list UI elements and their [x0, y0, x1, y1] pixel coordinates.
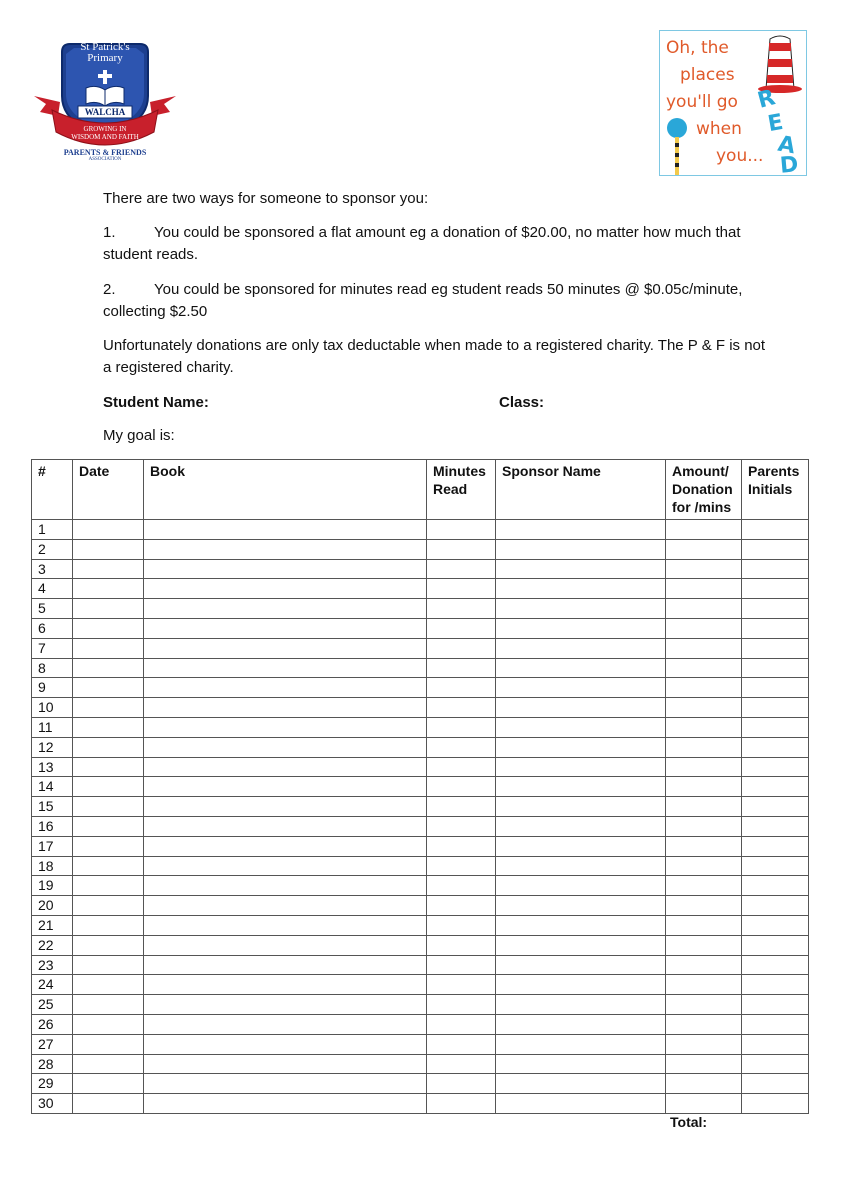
row-number: 12 [32, 737, 73, 757]
row-number: 1 [32, 520, 73, 540]
col-header-date: Date [73, 460, 144, 520]
school-logo [30, 36, 180, 166]
book-cell[interactable] [144, 599, 427, 619]
minutes-cell[interactable] [427, 559, 496, 579]
row-number: 25 [32, 995, 73, 1015]
minutes-cell[interactable] [427, 658, 496, 678]
row-number: 27 [32, 1034, 73, 1054]
tax-note-line2: a registered charity. [103, 359, 234, 376]
sponsor-cell[interactable] [496, 876, 666, 896]
table-header-row [32, 460, 809, 520]
sponsor-cell[interactable] [496, 1034, 666, 1054]
row-number: 22 [32, 935, 73, 955]
sponsor-cell[interactable] [496, 975, 666, 995]
table-row [32, 638, 809, 658]
sponsor-cell[interactable] [496, 698, 666, 718]
book-cell[interactable] [144, 816, 427, 836]
amount-cell[interactable] [666, 678, 742, 698]
row-number: 6 [32, 618, 73, 638]
book-cell[interactable] [144, 1074, 427, 1094]
book-cell[interactable] [144, 955, 427, 975]
sponsor-cell[interactable] [496, 579, 666, 599]
amount-cell[interactable] [666, 1094, 742, 1114]
minutes-cell[interactable] [427, 757, 496, 777]
minutes-cell[interactable] [427, 836, 496, 856]
date-cell[interactable] [73, 876, 144, 896]
table-row [32, 579, 809, 599]
initials-cell[interactable] [742, 836, 809, 856]
date-cell[interactable] [73, 797, 144, 817]
table-row [32, 777, 809, 797]
book-cell[interactable] [144, 1034, 427, 1054]
book-cell[interactable] [144, 579, 427, 599]
date-cell[interactable] [73, 1054, 144, 1074]
sponsor-cell[interactable] [496, 1014, 666, 1034]
initials-cell[interactable] [742, 995, 809, 1015]
table-row [32, 618, 809, 638]
col-header-amount: Amount/ Donation for /mins [666, 460, 742, 520]
read-poster-image [659, 30, 807, 179]
poster-line2: places [680, 65, 735, 85]
table-row [32, 539, 809, 559]
row-number: 10 [32, 698, 73, 718]
book-cell[interactable] [144, 777, 427, 797]
date-cell[interactable] [73, 539, 144, 559]
initials-cell[interactable] [742, 1014, 809, 1034]
row-number: 8 [32, 658, 73, 678]
minutes-cell[interactable] [427, 579, 496, 599]
initials-cell[interactable] [742, 559, 809, 579]
amount-cell[interactable] [666, 1074, 742, 1094]
date-cell[interactable] [73, 579, 144, 599]
minutes-cell[interactable] [427, 995, 496, 1015]
date-cell[interactable] [73, 559, 144, 579]
table-row [32, 1054, 809, 1074]
amount-cell[interactable] [666, 955, 742, 975]
minutes-cell[interactable] [427, 856, 496, 876]
sponsor-cell[interactable] [496, 816, 666, 836]
minutes-cell[interactable] [427, 777, 496, 797]
row-number: 5 [32, 599, 73, 619]
date-cell[interactable] [73, 717, 144, 737]
sponsor-cell[interactable] [496, 618, 666, 638]
amount-cell[interactable] [666, 915, 742, 935]
date-cell[interactable] [73, 915, 144, 935]
book-cell[interactable] [144, 539, 427, 559]
minutes-cell[interactable] [427, 638, 496, 658]
initials-cell[interactable] [742, 757, 809, 777]
initials-cell[interactable] [742, 816, 809, 836]
book-cell[interactable] [144, 915, 427, 935]
sponsor-cell[interactable] [496, 856, 666, 876]
row-number: 15 [32, 797, 73, 817]
initials-cell[interactable] [742, 698, 809, 718]
table-row [32, 995, 809, 1015]
col-header-number: # [32, 460, 73, 520]
amount-cell[interactable] [666, 559, 742, 579]
row-number: 23 [32, 955, 73, 975]
initials-cell[interactable] [742, 678, 809, 698]
amount-cell[interactable] [666, 777, 742, 797]
row-number: 4 [32, 579, 73, 599]
book-cell[interactable] [144, 797, 427, 817]
minutes-cell[interactable] [427, 539, 496, 559]
book-cell[interactable] [144, 559, 427, 579]
minutes-cell[interactable] [427, 737, 496, 757]
book-cell[interactable] [144, 896, 427, 916]
minutes-cell[interactable] [427, 896, 496, 916]
minutes-cell[interactable] [427, 816, 496, 836]
row-number: 30 [32, 1094, 73, 1114]
row-number: 3 [32, 559, 73, 579]
amount-cell[interactable] [666, 816, 742, 836]
amount-cell[interactable] [666, 1034, 742, 1054]
class-label: Class: [499, 394, 545, 411]
col-header-sponsor-name: Sponsor Name [496, 460, 666, 520]
date-cell[interactable] [73, 1074, 144, 1094]
minutes-cell[interactable] [427, 1034, 496, 1054]
initials-cell[interactable] [742, 876, 809, 896]
amount-cell[interactable] [666, 539, 742, 559]
amount-cell[interactable] [666, 876, 742, 896]
logo-org-sub: ASSOCIATION [88, 157, 122, 162]
poster-read-r: R [755, 85, 778, 114]
date-cell[interactable] [73, 678, 144, 698]
date-cell[interactable] [73, 698, 144, 718]
table-row [32, 896, 809, 916]
book-cell[interactable] [144, 717, 427, 737]
initials-cell[interactable] [742, 599, 809, 619]
minutes-cell[interactable] [427, 678, 496, 698]
initials-cell[interactable] [742, 1074, 809, 1094]
col-header-parents-initials: Parents Initials [742, 460, 809, 520]
initials-cell[interactable] [742, 915, 809, 935]
row-number: 11 [32, 717, 73, 737]
minutes-cell[interactable] [427, 1094, 496, 1114]
goal-label: My goal is: [103, 427, 175, 444]
table-row [32, 876, 809, 896]
initials-cell[interactable] [742, 1034, 809, 1054]
book-cell[interactable] [144, 1054, 427, 1074]
amount-cell[interactable] [666, 856, 742, 876]
row-number: 21 [32, 915, 73, 935]
table-row [32, 836, 809, 856]
tax-note-line1: Unfortunately donations are only tax deductable when made to a registered charity. The P & F is not [103, 337, 766, 354]
book-cell[interactable] [144, 757, 427, 777]
col-header-book: Book [144, 460, 427, 520]
poster-line3: you'll go [666, 92, 738, 112]
option-2 [103, 279, 808, 323]
initials-cell[interactable] [742, 520, 809, 540]
total-label: Total: [670, 1114, 708, 1130]
sponsor-cell[interactable] [496, 797, 666, 817]
minutes-cell[interactable] [427, 698, 496, 718]
minutes-cell[interactable] [427, 599, 496, 619]
poster-line5: you... [716, 146, 764, 166]
poster-line4: when [696, 119, 742, 139]
logo-school-line2: Primary [87, 52, 123, 64]
table-row [32, 816, 809, 836]
truffula-tree-icon [664, 117, 690, 175]
book-cell[interactable] [144, 856, 427, 876]
minutes-cell[interactable] [427, 1054, 496, 1074]
minutes-cell[interactable] [427, 717, 496, 737]
table-row [32, 915, 809, 935]
sponsor-cell[interactable] [496, 1094, 666, 1114]
poster-read-a: A [775, 131, 798, 160]
initials-cell[interactable] [742, 856, 809, 876]
amount-cell[interactable] [666, 757, 742, 777]
option-2-text-cont: collecting $2.50 [103, 303, 208, 320]
option-1 [103, 222, 808, 266]
sponsor-cell[interactable] [496, 737, 666, 757]
date-cell[interactable] [73, 1034, 144, 1054]
sponsor-cell[interactable] [496, 678, 666, 698]
date-cell[interactable] [73, 995, 144, 1015]
initials-cell[interactable] [742, 797, 809, 817]
row-number: 26 [32, 1014, 73, 1034]
sponsor-cell[interactable] [496, 520, 666, 540]
table-row [32, 737, 809, 757]
book-cell[interactable] [144, 698, 427, 718]
initials-cell[interactable] [742, 777, 809, 797]
table-row [32, 678, 809, 698]
initials-cell[interactable] [742, 717, 809, 737]
book-cell[interactable] [144, 658, 427, 678]
initials-cell[interactable] [742, 539, 809, 559]
sponsor-cell[interactable] [496, 717, 666, 737]
amount-cell[interactable] [666, 836, 742, 856]
initials-cell[interactable] [742, 935, 809, 955]
table-row [32, 658, 809, 678]
minutes-cell[interactable] [427, 797, 496, 817]
book-cell[interactable] [144, 836, 427, 856]
table-row [32, 1094, 809, 1114]
sponsor-cell[interactable] [496, 777, 666, 797]
sponsor-cell[interactable] [496, 1074, 666, 1094]
date-cell[interactable] [73, 658, 144, 678]
option-2-number: 2. [103, 281, 116, 298]
amount-cell[interactable] [666, 896, 742, 916]
logo-school-line1: St Patrick's [80, 41, 130, 53]
sponsor-cell[interactable] [496, 935, 666, 955]
amount-cell[interactable] [666, 935, 742, 955]
table-row [32, 1034, 809, 1054]
option-1-text: You could be sponsored a flat amount eg a donation of $20.00, no matter how much that [154, 224, 741, 241]
book-cell[interactable] [144, 618, 427, 638]
row-number: 20 [32, 896, 73, 916]
intro-text: There are two ways for someone to sponsor you: [103, 190, 429, 207]
date-cell[interactable] [73, 520, 144, 540]
amount-cell[interactable] [666, 658, 742, 678]
cat-hat-icon [756, 33, 804, 93]
amount-cell[interactable] [666, 638, 742, 658]
initials-cell[interactable] [742, 1094, 809, 1114]
option-1-text-cont: student reads. [103, 246, 199, 263]
row-number: 28 [32, 1054, 73, 1074]
col-header-minutes-read: Minutes Read [427, 460, 496, 520]
amount-cell[interactable] [666, 618, 742, 638]
amount-cell[interactable] [666, 737, 742, 757]
table-row [32, 1074, 809, 1094]
amount-cell[interactable] [666, 1054, 742, 1074]
sponsor-cell[interactable] [496, 995, 666, 1015]
date-cell[interactable] [73, 1014, 144, 1034]
book-cell[interactable] [144, 520, 427, 540]
minutes-cell[interactable] [427, 1074, 496, 1094]
book-cell[interactable] [144, 876, 427, 896]
sponsor-cell[interactable] [496, 896, 666, 916]
initials-cell[interactable] [742, 579, 809, 599]
initials-cell[interactable] [742, 737, 809, 757]
row-number: 29 [32, 1074, 73, 1094]
amount-cell[interactable] [666, 1014, 742, 1034]
date-cell[interactable] [73, 618, 144, 638]
row-number: 24 [32, 975, 73, 995]
minutes-cell[interactable] [427, 915, 496, 935]
logo-motto-line1: GROWING IN [83, 125, 127, 133]
poster-read-d: D [778, 152, 800, 179]
amount-cell[interactable] [666, 599, 742, 619]
minutes-cell[interactable] [427, 975, 496, 995]
book-cell[interactable] [144, 737, 427, 757]
initials-cell[interactable] [742, 658, 809, 678]
sponsor-cell[interactable] [496, 836, 666, 856]
logo-org: PARENTS & FRIENDS [63, 148, 147, 157]
initials-cell[interactable] [742, 975, 809, 995]
initials-cell[interactable] [742, 638, 809, 658]
amount-cell[interactable] [666, 797, 742, 817]
logo-town: WALCHA [84, 107, 126, 117]
sponsor-cell[interactable] [496, 638, 666, 658]
book-cell[interactable] [144, 1094, 427, 1114]
tax-note [103, 335, 808, 379]
row-number: 14 [32, 777, 73, 797]
poster-line1: Oh, the [666, 38, 729, 58]
minutes-cell[interactable] [427, 876, 496, 896]
row-number: 9 [32, 678, 73, 698]
table-row [32, 975, 809, 995]
date-cell[interactable] [73, 737, 144, 757]
sponsor-cell[interactable] [496, 599, 666, 619]
table-row [32, 955, 809, 975]
date-cell[interactable] [73, 955, 144, 975]
date-cell[interactable] [73, 836, 144, 856]
initials-cell[interactable] [742, 1054, 809, 1074]
initials-cell[interactable] [742, 618, 809, 638]
table-row [32, 599, 809, 619]
sponsor-cell[interactable] [496, 757, 666, 777]
row-number: 2 [32, 539, 73, 559]
amount-cell[interactable] [666, 995, 742, 1015]
date-cell[interactable] [73, 757, 144, 777]
poster-read-e: E [765, 109, 786, 138]
minutes-cell[interactable] [427, 955, 496, 975]
minutes-cell[interactable] [427, 520, 496, 540]
option-2-text: You could be sponsored for minutes read eg student reads 50 minutes @ $0.05c/minute, [154, 281, 743, 298]
minutes-cell[interactable] [427, 1014, 496, 1034]
table-row [32, 856, 809, 876]
initials-cell[interactable] [742, 896, 809, 916]
date-cell[interactable] [73, 599, 144, 619]
book-cell[interactable] [144, 995, 427, 1015]
option-1-number: 1. [103, 224, 116, 241]
date-cell[interactable] [73, 975, 144, 995]
row-number: 7 [32, 638, 73, 658]
book-cell[interactable] [144, 975, 427, 995]
sponsor-cell[interactable] [496, 559, 666, 579]
row-number: 18 [32, 856, 73, 876]
logo-motto-line2: WISDOM AND FAITH [71, 133, 139, 141]
table-row [32, 717, 809, 737]
table-row [32, 935, 809, 955]
date-cell[interactable] [73, 638, 144, 658]
minutes-cell[interactable] [427, 935, 496, 955]
reading-log-table [31, 459, 809, 1114]
date-cell[interactable] [73, 1094, 144, 1114]
sponsor-cell[interactable] [496, 658, 666, 678]
amount-cell[interactable] [666, 717, 742, 737]
table-row [32, 559, 809, 579]
table-row [32, 797, 809, 817]
book-cell[interactable] [144, 638, 427, 658]
book-cell[interactable] [144, 935, 427, 955]
row-number: 19 [32, 876, 73, 896]
student-name-label: Student Name: [103, 394, 209, 411]
minutes-cell[interactable] [427, 618, 496, 638]
amount-cell[interactable] [666, 975, 742, 995]
book-cell[interactable] [144, 678, 427, 698]
table-row [32, 757, 809, 777]
amount-cell[interactable] [666, 698, 742, 718]
date-cell[interactable] [73, 816, 144, 836]
table-row [32, 698, 809, 718]
table-row [32, 520, 809, 540]
date-cell[interactable] [73, 935, 144, 955]
date-cell[interactable] [73, 777, 144, 797]
book-cell[interactable] [144, 1014, 427, 1034]
date-cell[interactable] [73, 856, 144, 876]
amount-cell[interactable] [666, 520, 742, 540]
table-row [32, 1014, 809, 1034]
row-number: 16 [32, 816, 73, 836]
sponsor-cell[interactable] [496, 915, 666, 935]
amount-cell[interactable] [666, 579, 742, 599]
sponsor-cell[interactable] [496, 1054, 666, 1074]
sponsor-cell[interactable] [496, 539, 666, 559]
date-cell[interactable] [73, 896, 144, 916]
initials-cell[interactable] [742, 955, 809, 975]
row-number: 13 [32, 757, 73, 777]
row-number: 17 [32, 836, 73, 856]
sponsor-cell[interactable] [496, 955, 666, 975]
